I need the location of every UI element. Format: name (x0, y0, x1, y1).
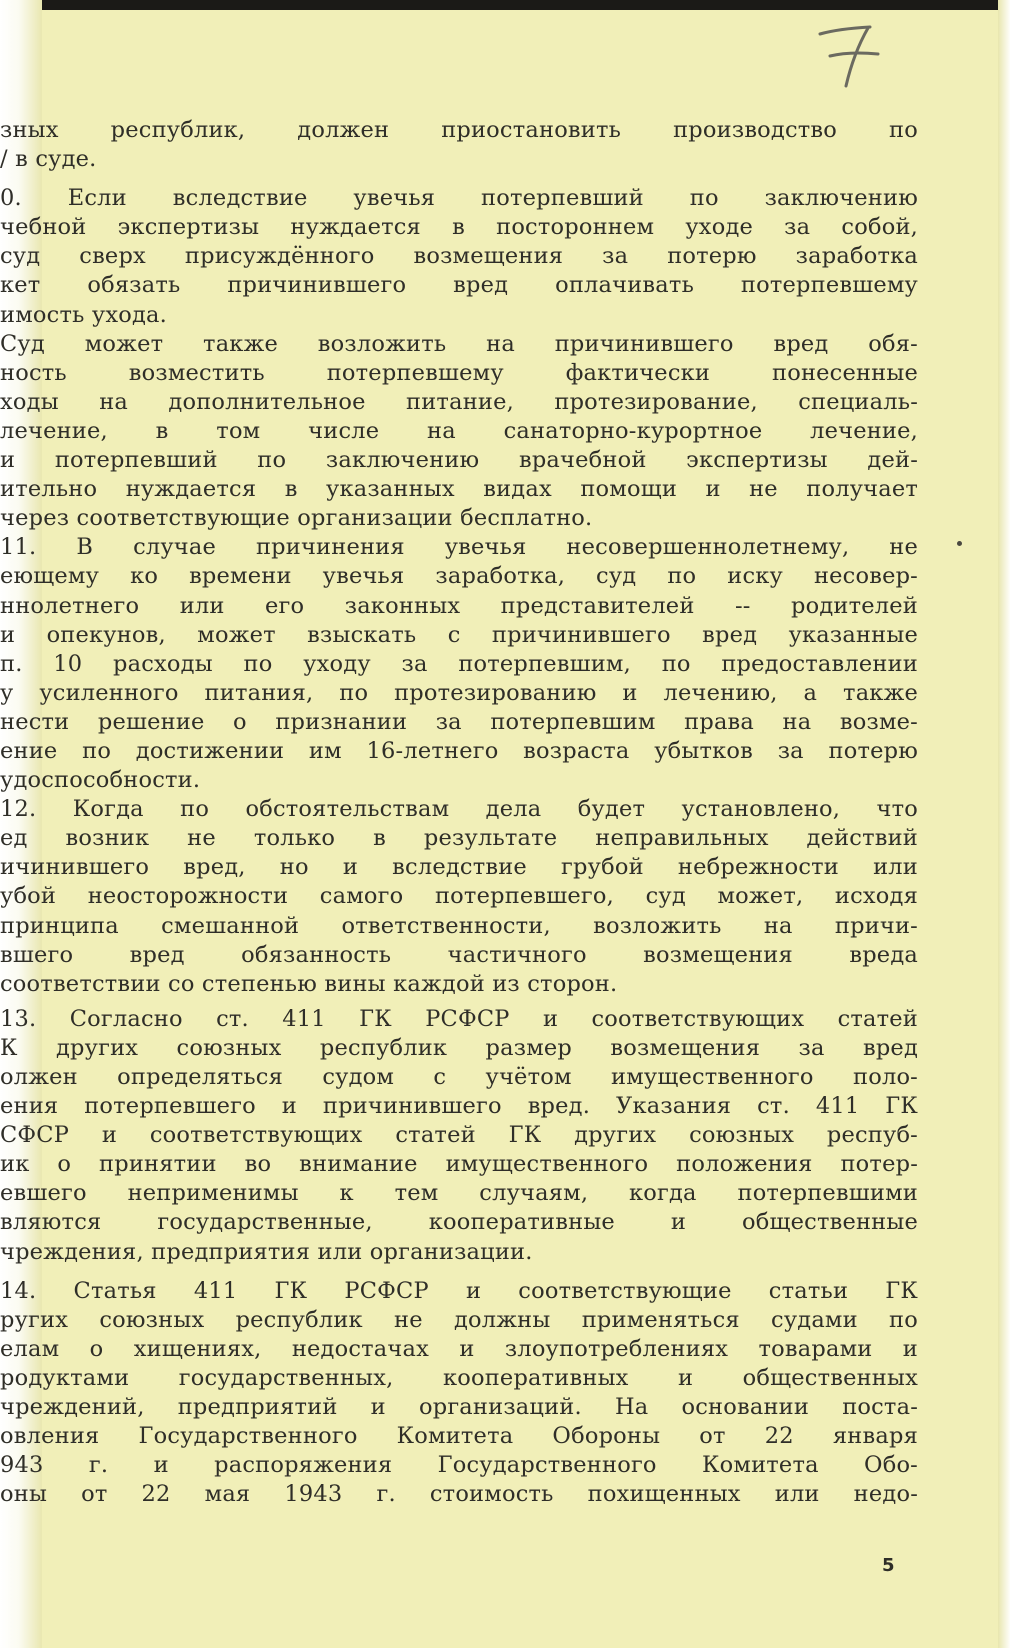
text-line: 943 г. и распоряжения Государственного Комитета Обо- (0, 1452, 918, 1479)
document-body (0, 116, 918, 1509)
handwritten-folio-mark (812, 20, 884, 90)
text-line: 12. Когда по обстоятельствам дела будет установлено, что (0, 796, 918, 823)
text-line: чебной экспертизы нуждается в постороннем уходе за собой, (0, 214, 918, 241)
text-line: 11. В случае причинения увечья несовершеннолетнему, не (0, 534, 918, 561)
paragraph-14 (0, 1277, 918, 1510)
text-line: Суд может также возложить на причинившего вред обя- (0, 330, 918, 357)
text-line: вляются государственные, кооперативные и общественные (0, 1209, 918, 1236)
text-line: 13. Согласно ст. 411 ГК РСФСР и соответствующих статей (0, 1005, 918, 1032)
text-line: ичинившего вред, но и вследствие грубой небрежности или (0, 854, 918, 881)
text-line: / в суде. (0, 146, 97, 173)
text-line: 0. Если вследствие увечья потерпевший по заключению (0, 185, 918, 212)
text-line: соответствии со степенью вины каждой из сторон. (0, 970, 618, 997)
text-line: через соответствующие организации бесплатно. (0, 505, 593, 532)
text-line: лечение, в том числе на санаторно-курортное лечение, (0, 417, 918, 444)
scan-right-edge (998, 0, 1010, 1648)
paragraph-intro (0, 116, 918, 174)
paragraph-12 (0, 795, 918, 999)
text-line: и потерпевший по заключению врачебной экспертизы дей- (0, 447, 918, 474)
text-line: елам о хищениях, недостачах и злоупотреблениях товарами и (0, 1335, 918, 1362)
text-line: еющему ко времени увечья заработка, суд по иску несовер- (0, 563, 918, 590)
text-line: и опекунов, может взыскать с причинившего вред указанные (0, 621, 918, 648)
text-line: ность возместить потерпевшему фактически понесенные (0, 359, 918, 386)
paragraph-13 (0, 1005, 918, 1267)
text-line: удоспособности. (0, 767, 201, 794)
text-line: ругих союзных республик не должны применяться судами по (0, 1306, 918, 1333)
text-line: родуктами государственных, кооперативных и общественных (0, 1364, 918, 1391)
text-line: ик о принятии во внимание имущественного положения потер- (0, 1151, 918, 1178)
text-line: чреждения, предприятия или организации. (0, 1238, 533, 1265)
text-line: имость ухода. (0, 301, 167, 328)
text-line: п. 10 расходы по уходу за потерпевшим, по предоставлении (0, 650, 918, 677)
text-line: ение по достижении им 16-летнего возраста убытков за потерю (0, 737, 918, 764)
text-line: зных республик, должен приостановить производство по (0, 117, 918, 143)
text-line: вшего вред обязанность частичного возмещения вреда (0, 941, 918, 968)
text-line: суд сверх присуждённого возмещения за потерю заработка (0, 243, 918, 270)
text-line: ения потерпевшего и причинившего вред. Указания ст. 411 ГК (0, 1093, 918, 1120)
paragraph-10-continued (0, 330, 918, 534)
paragraph-11 (0, 533, 918, 795)
text-line: ительно нуждается в указанных видах помощи и не получает (0, 476, 918, 503)
text-line: ед возник не только в результате неправильных действий (0, 825, 918, 852)
text-line: 14. Статья 411 ГК РСФСР и соответствующие статьи ГК (0, 1277, 918, 1304)
text-line: ннолетнего или его законных представителей -- родителей (0, 592, 918, 619)
text-line: у усиленного питания, по протезированию и лечению, а также (0, 679, 918, 706)
text-line: овления Государственного Комитета Обороны от 22 января (0, 1423, 918, 1450)
text-line: принципа смешанной ответственности, возложить на причи- (0, 912, 918, 939)
text-line: убой неосторожности самого потерпевшего, суд может, исходя (0, 883, 918, 910)
text-line: нести решение о признании за потерпевшим права на возме- (0, 708, 918, 735)
scan-top-edge (0, 0, 1010, 10)
ink-speck (957, 541, 962, 546)
text-line: кет обязать причинившего вред оплачивать потерпевшему (0, 272, 918, 299)
paragraph-10 (0, 184, 918, 329)
text-line: оны от 22 мая 1943 г. стоимость похищенных или недо- (0, 1481, 918, 1508)
text-line: К других союзных республик размер возмещения за вред (0, 1034, 918, 1061)
text-line: олжен определяться судом с учётом имущественного поло- (0, 1064, 918, 1090)
text-line: СФСР и соответствующих статей ГК других союзных респуб- (0, 1122, 918, 1149)
text-line: ходы на дополнительное питание, протезирование, специаль- (0, 388, 918, 415)
text-line: чреждений, предприятий и организаций. На основании поста- (0, 1394, 918, 1421)
text-line: евшего неприменимы к тем случаям, когда потерпевшими (0, 1180, 918, 1207)
page-number: 5 (882, 1555, 895, 1576)
